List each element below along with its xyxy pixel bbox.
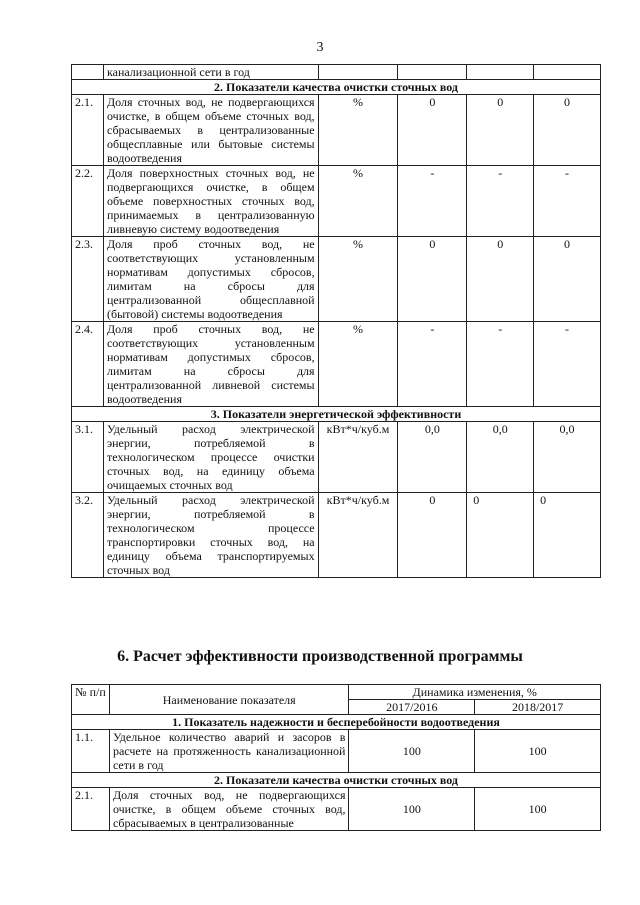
section-header <box>72 715 601 730</box>
section-header <box>72 80 601 95</box>
efficiency-table <box>71 684 601 831</box>
row-number: 3.1. <box>72 422 104 493</box>
column-header-number: № п/п <box>72 685 110 715</box>
table-row <box>72 788 601 831</box>
cell-value: - <box>534 166 601 237</box>
column-header-name: Наименование показателя <box>109 685 349 715</box>
row-number: 2.3. <box>72 237 104 322</box>
table-row <box>72 237 601 322</box>
table-row <box>72 95 601 166</box>
table-row <box>72 166 601 237</box>
cell-value: - <box>467 322 534 407</box>
cell-value: - <box>534 322 601 407</box>
cell-name: Удельное количество аварий и засоров в расчете на протяженность канализационной сети в год <box>109 730 349 773</box>
cell-value: 100 <box>349 730 475 773</box>
cell-value: 0 <box>398 493 467 578</box>
header-row <box>72 685 601 700</box>
table-row <box>72 493 601 578</box>
cell-name: Доля сточных вод, не подвергающихся очистке, в общем объеме сточных вод, сбрасываемых в централизованные общесплавные или бытовые системы водоотведения <box>103 95 318 166</box>
cell-value: 0 <box>467 95 534 166</box>
section-title: 2. Показатели качества очистки сточных вод <box>72 773 601 788</box>
indicators-table <box>71 64 601 578</box>
cell-value: 0 <box>534 95 601 166</box>
cell-value: 100 <box>475 788 601 831</box>
cell-value: 0,0 <box>398 422 467 493</box>
column-header-year: 2017/2016 <box>349 700 475 715</box>
row-number: 2.4. <box>72 322 104 407</box>
cell-value: - <box>398 322 467 407</box>
cell-value: 100 <box>475 730 601 773</box>
table-row <box>72 730 601 773</box>
cell-value: - <box>467 166 534 237</box>
cell-value: - <box>398 166 467 237</box>
cell-name: Доля поверхностных сточных вод, не подвергающихся очистке, в общем объеме поверхностных сточных вод, принимаемых в централизованную ливневую систему водоотведения <box>103 166 318 237</box>
section-title: 3. Показатели энергетической эффективности <box>72 407 601 422</box>
cell-value: 0 <box>467 237 534 322</box>
cell-unit: % <box>318 166 398 237</box>
section-heading: 6. Расчет эффективности производственной программы <box>117 648 523 665</box>
cell-value: 0 <box>467 493 534 578</box>
column-header-year: 2018/2017 <box>475 700 601 715</box>
cell-name: Доля проб сточных вод, не соответствующих установленным нормативам допустимых сбросов, лимитам на сбросы для централизованной ливневой системы водоотведения <box>103 322 318 407</box>
cell-value: 0 <box>398 95 467 166</box>
section-title: 1. Показатель надежности и бесперебойности водоотведения <box>72 715 601 730</box>
section-header <box>72 773 601 788</box>
page-number: 3 <box>316 40 324 55</box>
cell-value: 0,0 <box>467 422 534 493</box>
section-header <box>72 407 601 422</box>
cell-unit: кВт*ч/куб.м <box>318 422 398 493</box>
cell-name: канализационной сети в год <box>103 65 318 80</box>
cell-value: 100 <box>349 788 475 831</box>
cell-name: Доля сточных вод, не подвергающихся очистке, в общем объеме сточных вод, сбрасываемых в централизованные <box>109 788 349 831</box>
cell-name: Удельный расход электрической энергии, потребляемой в технологическом процессе очистки сточных вод, на единицу объема очищаемых сточных вод <box>103 422 318 493</box>
cell-name: Удельный расход электрической энергии, потребляемой в технологическом процессе транспортировки сточных вод, на единицу объема транспортируемых сточных вод <box>103 493 318 578</box>
cell-unit: кВт*ч/куб.м <box>318 493 398 578</box>
table-row <box>72 65 601 80</box>
section-title: 2. Показатели качества очистки сточных вод <box>72 80 601 95</box>
row-number: 2.2. <box>72 166 104 237</box>
cell-unit: % <box>318 237 398 322</box>
cell-unit: % <box>318 322 398 407</box>
row-number: 2.1. <box>72 788 110 831</box>
table-row <box>72 422 601 493</box>
cell-name: Доля проб сточных вод, не соответствующих установленным нормативам допустимых сбросов, лимитам на сбросы для централизованной общесплавной (бытовой) системы водоотведения <box>103 237 318 322</box>
cell-value: 0,0 <box>534 422 601 493</box>
cell-value: 0 <box>534 237 601 322</box>
column-header-dynamics: Динамика изменения, % <box>349 685 601 700</box>
row-number: 1.1. <box>72 730 110 773</box>
table-row <box>72 322 601 407</box>
cell-unit: % <box>318 95 398 166</box>
cell-value: 0 <box>398 237 467 322</box>
row-number: 3.2. <box>72 493 104 578</box>
cell-value: 0 <box>534 493 601 578</box>
row-number: 2.1. <box>72 95 104 166</box>
